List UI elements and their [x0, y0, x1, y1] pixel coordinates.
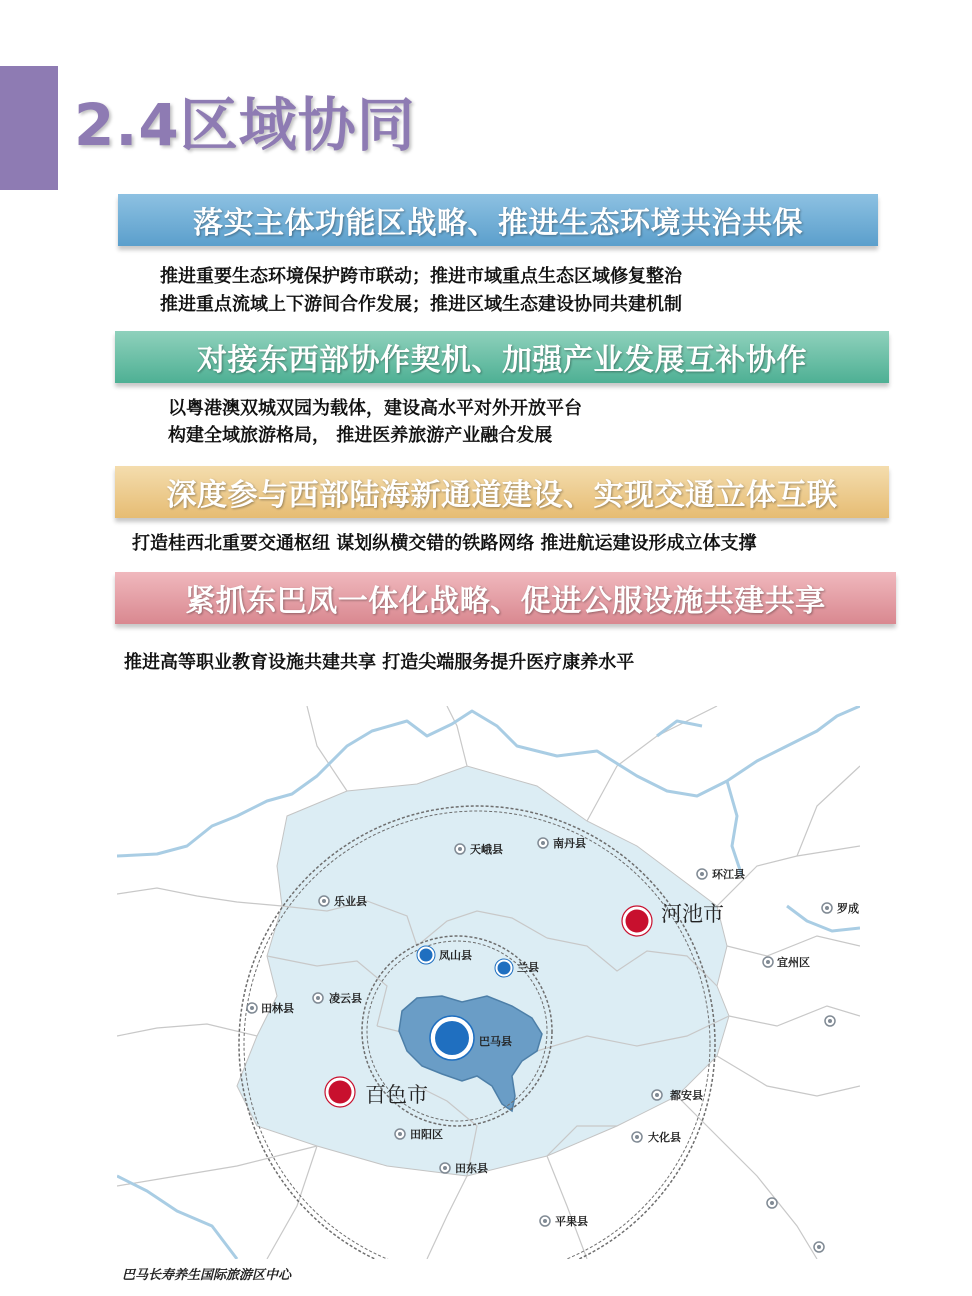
section-2-line-2: 构建全域旅游格局， 推进医养旅游产业融合发展 [168, 425, 553, 446]
page-title: 2.4区域协同 [74, 91, 416, 159]
svg-text:平果县: 平果县 [555, 1215, 588, 1228]
section-3-line-1: 打造桂西北重要交通枢纽 谋划纵横交错的铁路网络 推进航运建设形成立体支撑 [132, 533, 757, 554]
svg-text:乐业县: 乐业县 [334, 895, 367, 908]
section-1-line-1: 推进重要生态环境保护跨市联动；推进市域重点生态区域修复整治 [160, 266, 682, 287]
svg-text:都安县: 都安县 [670, 1089, 703, 1102]
center-label: 巴马县 [479, 1035, 512, 1048]
svg-text:天峨县: 天峨县 [470, 843, 503, 856]
svg-text:兰县: 兰县 [517, 961, 539, 974]
svg-text:宜州区: 宜州区 [777, 956, 810, 969]
section-3-heading: 深度参与西部陆海新通道建设、实现交通立体互联 [115, 466, 889, 518]
svg-text:田林县: 田林县 [261, 1002, 294, 1015]
section-2-line-1: 以粤港澳双城双园为载体，建设高水平对外开放平台 [168, 398, 582, 419]
section-4-heading: 紧抓东巴凤一体化战略、促进公服设施共建共享 [115, 572, 896, 624]
svg-text:凌云县: 凌云县 [329, 992, 362, 1005]
section-2-heading: 对接东西部协作契机、加强产业发展互补协作 [115, 331, 889, 383]
svg-text:环江县: 环江县 [712, 868, 745, 881]
map-caption: 巴马长寿养生国际旅游区中心 [122, 1268, 292, 1283]
svg-text:田阳区: 田阳区 [410, 1128, 443, 1141]
svg-text:河池市: 河池市 [661, 902, 724, 926]
svg-text:大化县: 大化县 [648, 1131, 681, 1144]
svg-text:百色市: 百色市 [365, 1083, 428, 1107]
section-1-line-2: 推进重点流域上下游间合作发展；推进区域生态建设协同共建机制 [160, 294, 682, 315]
title-accent-bar [0, 66, 58, 190]
section-4-line-1: 推进高等职业教育设施共建共享 打造尖端服务提升医疗康养水平 [124, 652, 635, 673]
regional-map [117, 706, 860, 1259]
svg-text:凤山县: 凤山县 [439, 949, 472, 962]
svg-text:田东县: 田东县 [455, 1162, 488, 1175]
svg-text:罗成: 罗成 [837, 902, 859, 915]
svg-text:南丹县: 南丹县 [553, 837, 586, 850]
section-1-heading: 落实主体功能区战略、推进生态环境共治共保 [118, 194, 878, 246]
